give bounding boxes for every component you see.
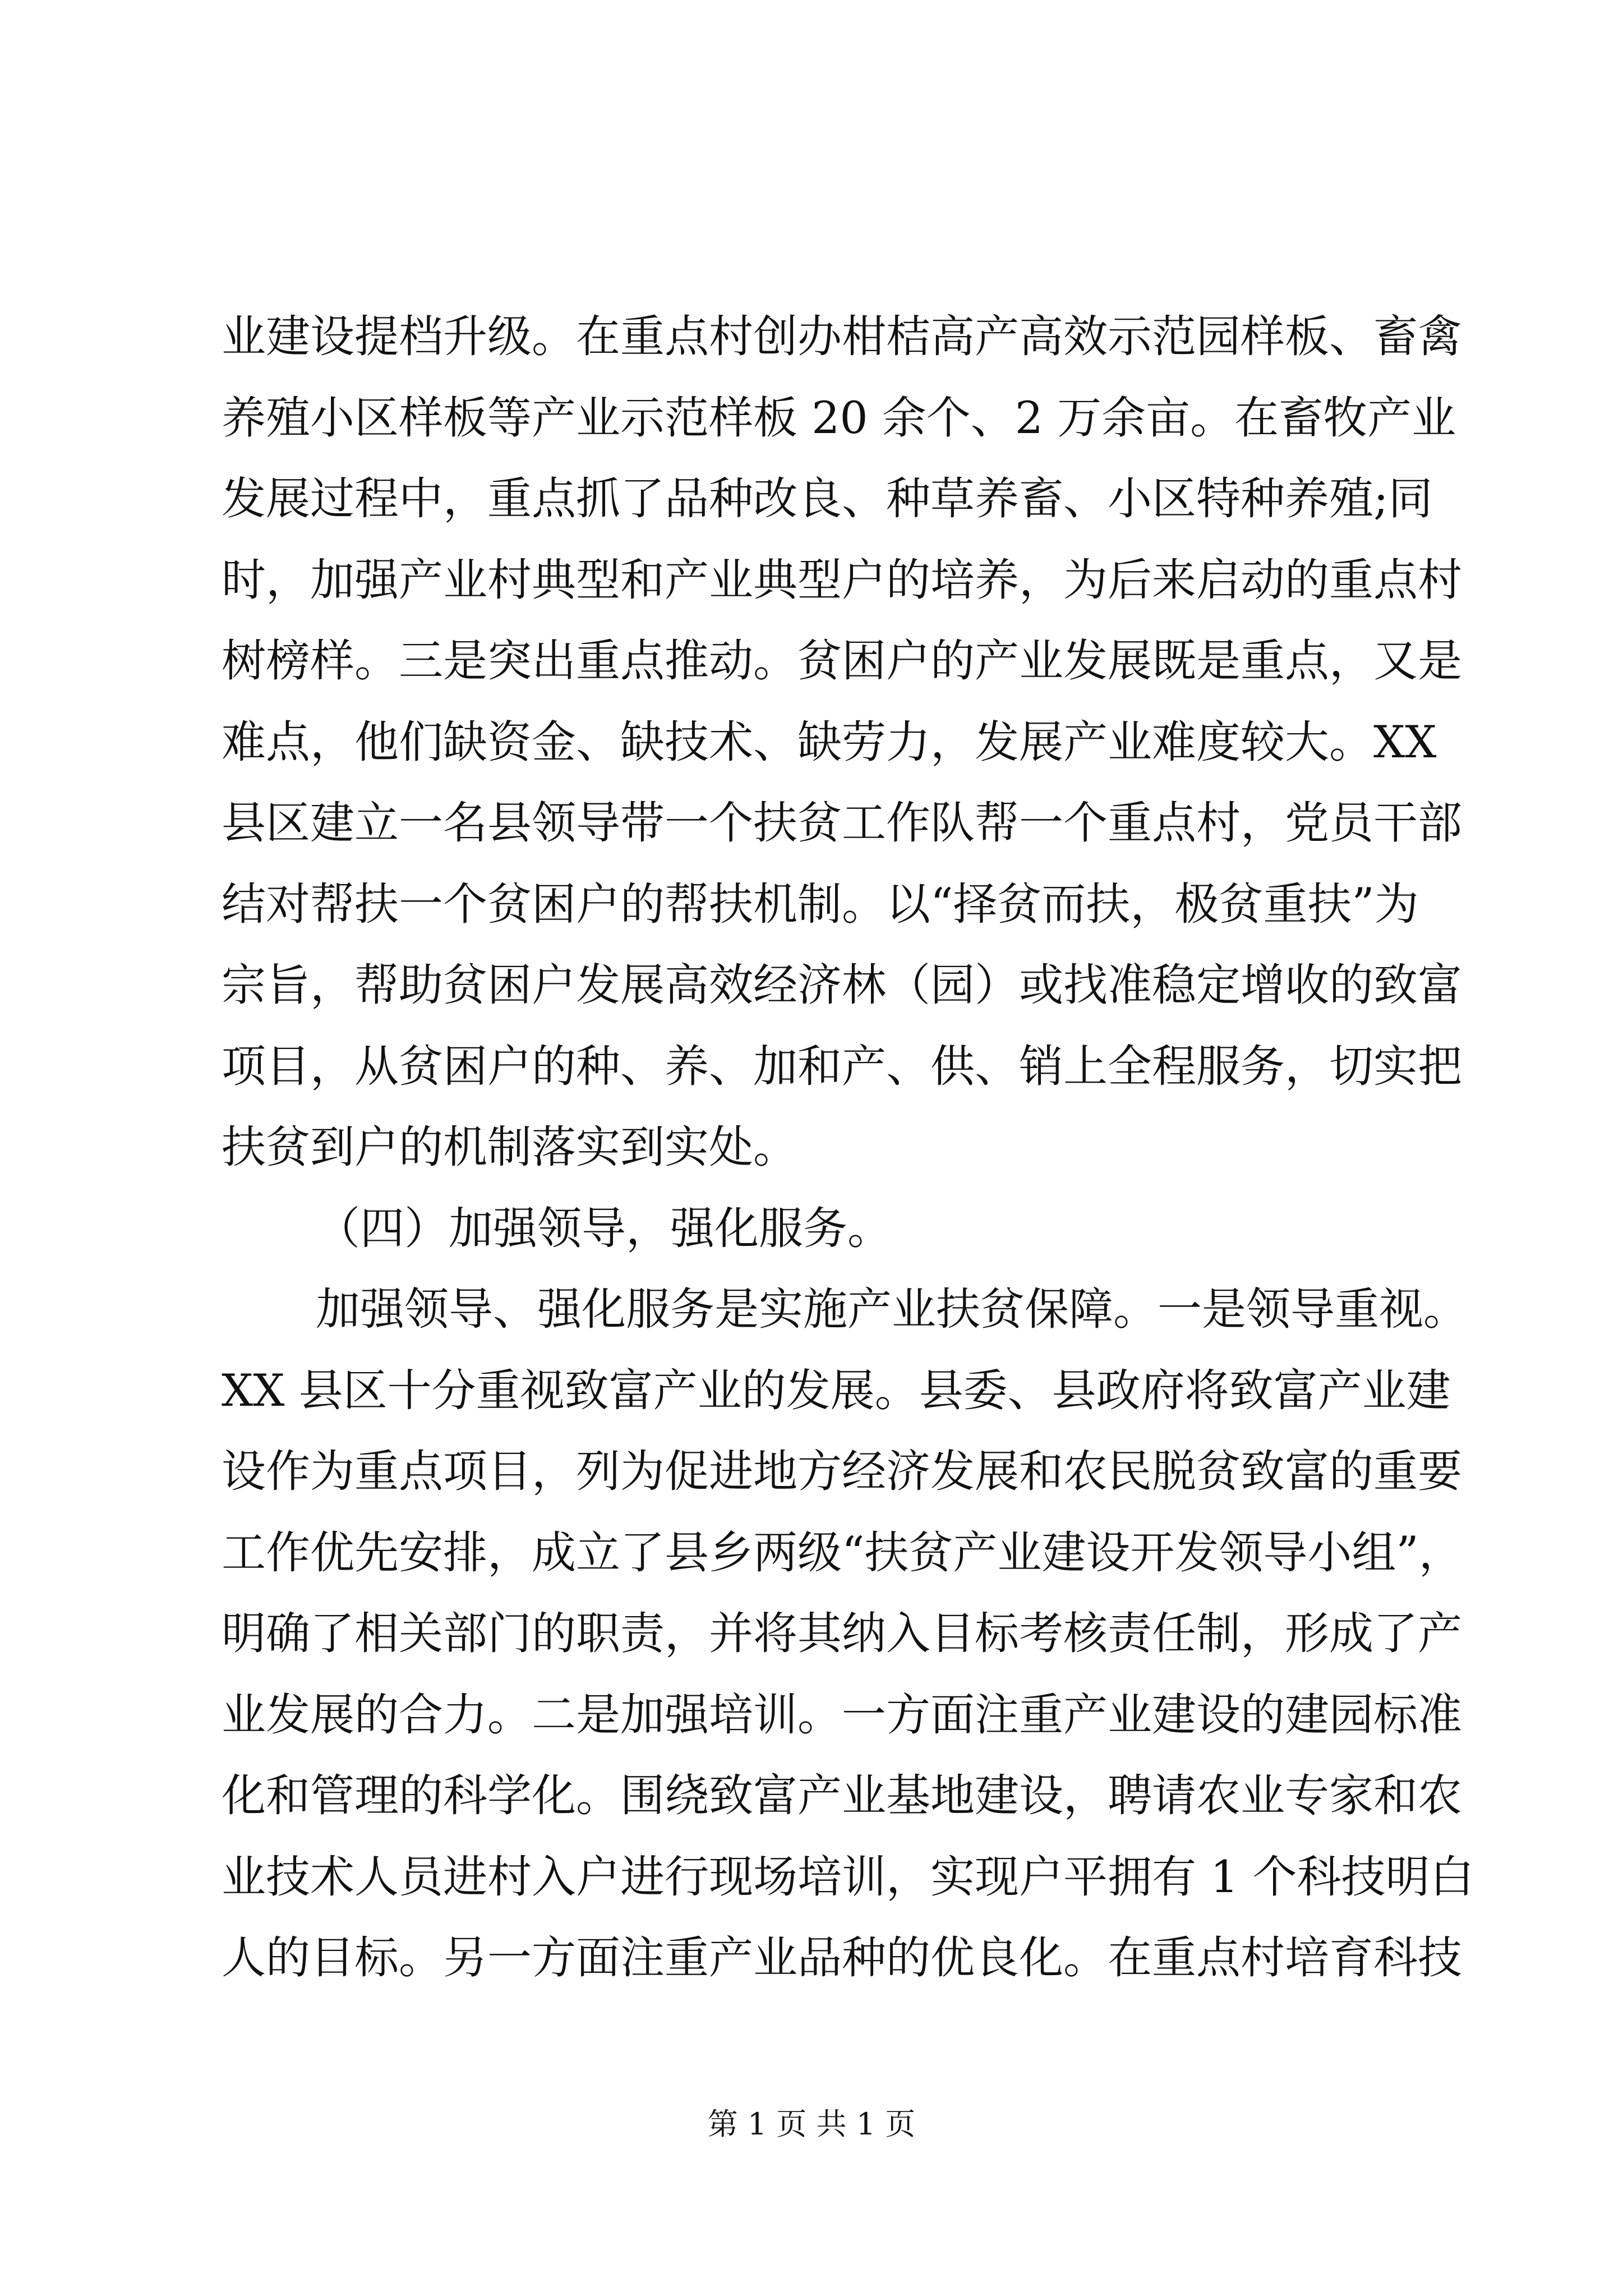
body-line: 县区建立一名县领导带一个扶贫工作队帮一个重点村，党员干部: [222, 797, 1462, 849]
document-body: [222, 296, 1474, 1999]
body-line: 项目，从贫困户的种、养、加和产、供、销上全程服务，切实把: [222, 1040, 1462, 1092]
page-footer: 第 1 页 共 1 页: [707, 2106, 916, 2142]
body-line: 化和管理的科学化。围绕致富产业基地建设，聘请农业专家和农: [222, 1770, 1462, 1821]
body-line: 结对帮扶一个贫困户的帮扶机制。以“择贫而扶，极贫重扶”为: [222, 878, 1419, 930]
body-line: 设作为重点项目，列为促进地方经济发展和农民脱贫致富的重要: [222, 1446, 1462, 1497]
body-line: 树榜样。三是突出重点推动。贫困户的产业发展既是重点，又是: [222, 635, 1462, 687]
body-line: 养殖小区样板等产业示范样板 20 余个、2 万余亩。在畜牧产业: [222, 392, 1456, 444]
body-line: 业建设提档升级。在重点村创办柑桔高产高效示范园样板、畜禽: [222, 311, 1462, 362]
body-line: 扶贫到户的机制落实到实处。: [222, 1121, 797, 1173]
body-line: 时，加强产业村典型和产业典型户的培养，为后来启动的重点村: [222, 554, 1462, 606]
body-line: XX 县区十分重视致富产业的发展。县委、县政府将致富产业建: [222, 1364, 1451, 1416]
body-line: 业技术人员进村入户进行现场培训，实现户平拥有 1 个科技明白: [222, 1851, 1474, 1903]
body-line: 难点，他们缺资金、缺技术、缺劳力，发展产业难度较大。XX: [222, 716, 1437, 768]
body-line: 业发展的合力。二是加强培训。一方面注重产业建设的建园标准: [222, 1688, 1462, 1741]
section-heading: （四）加强领导，强化服务。: [316, 1202, 892, 1254]
body-line: 加强领导、强化服务是实施产业扶贫保障。一是领导重视。: [316, 1283, 1468, 1335]
body-line: 明确了相关部门的职责，并将其纳入目标考核责任制，形成了产: [222, 1608, 1462, 1659]
body-line: 人的目标。另一方面注重产业品种的优良化。在重点村培育科技: [222, 1932, 1462, 1984]
body-line: 工作优先安排，成立了县乡两级“扶贫产业建设开发领导小组”，: [222, 1526, 1463, 1579]
body-line: 宗旨，帮助贫困户发展高效经济林（园）或找准稳定增收的致富: [222, 959, 1462, 1011]
body-line: 发展过程中，重点抓了品种改良、种草养畜、小区特种养殖;同: [222, 473, 1433, 524]
